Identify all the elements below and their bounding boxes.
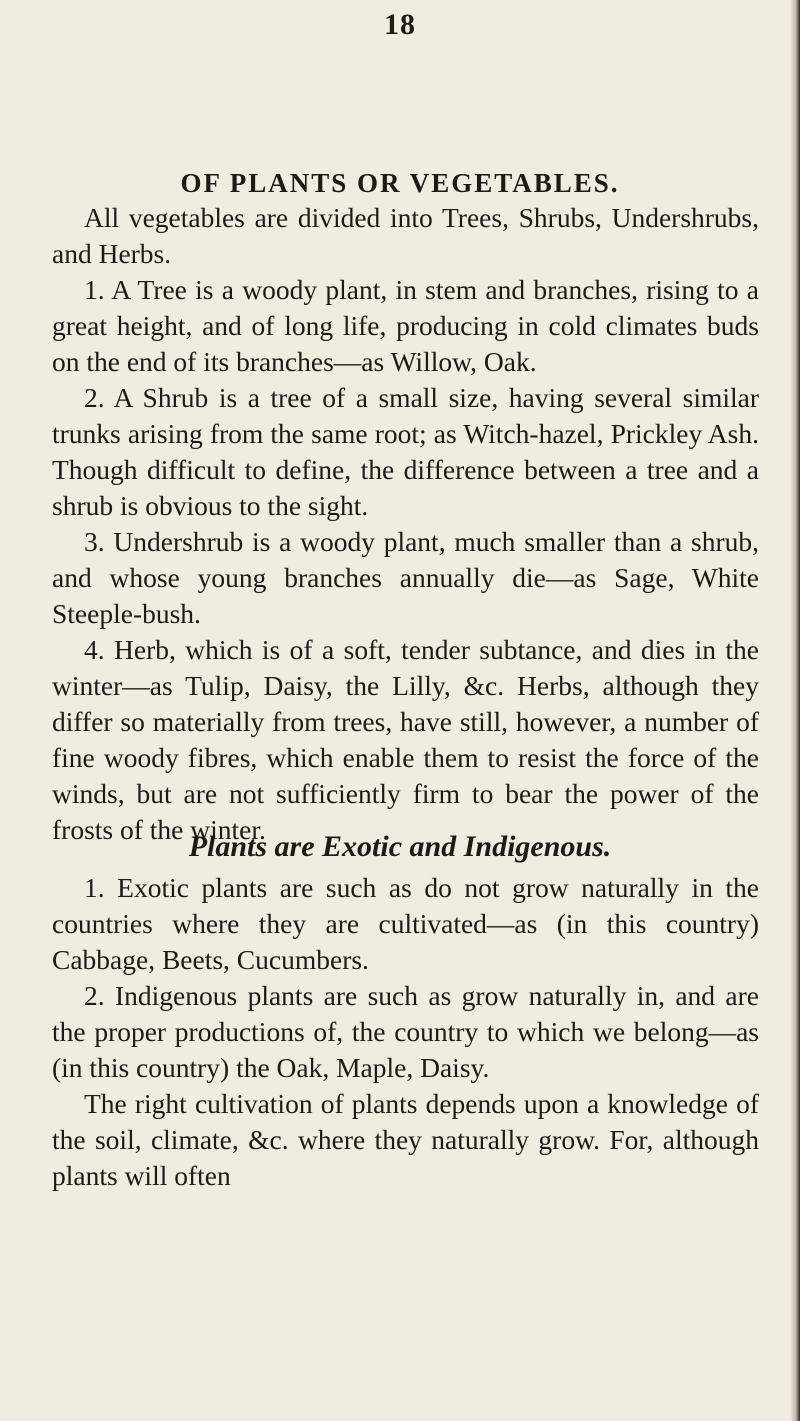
body-text-block-2: [52, 870, 759, 1194]
paragraph-shrub: 2. A Shrub is a tree of a small size, having several similar trunks arising from the same root; as Witch-hazel, Prickley Ash. Though difficult to define, the difference between a tree and a shrub is obvious to the sight.: [52, 382, 759, 521]
paragraph-undershrub: 3. Undershrub is a woody plant, much smaller than a shrub, and whose young branches annually die—as Sage, White Steeple-bush.: [52, 526, 759, 629]
paragraph-intro: All vegetables are divided into Trees, Shrubs, Undershrubs, and Herbs.: [52, 202, 759, 269]
body-text-block-1: [52, 200, 759, 848]
section-heading: OF PLANTS OR VEGETABLES.: [180, 168, 620, 198]
paragraph-exotic: 1. Exotic plants are such as do not grow naturally in the countries where they are cultivated—as (in this country) Cabbage, Beets, Cucumbers.: [52, 872, 759, 975]
page-number: 18: [384, 8, 416, 41]
paragraph-indigenous: 2. Indigenous plants are such as grow naturally in, and are the proper productions of, the country to which we belong—as (in this country) the Oak, Maple, Daisy.: [52, 980, 759, 1083]
page-edge-shadow: [790, 0, 800, 1421]
paragraph-herb: 4. Herb, which is of a soft, tender subtance, and dies in the winter—as Tulip, Daisy, the Lilly, &c. Herbs, although they differ so materially from trees, have still, however, a number of fine woody fibres, which enable them to resist the force of the winds, but are not sufficiently firm to bear the power of the frosts of the winter.: [52, 634, 759, 845]
subheading: Plants are Exotic and Indigenous.: [188, 830, 612, 863]
paragraph-tree: 1. A Tree is a woody plant, in stem and branches, rising to a great height, and of long life, producing in cold climates buds on the end of its branches—as Willow, Oak.: [52, 274, 759, 377]
paragraph-cultivation: The right cultivation of plants depends upon a knowledge of the soil, climate, &c. where they naturally grow. For, although plants will often: [52, 1088, 759, 1191]
